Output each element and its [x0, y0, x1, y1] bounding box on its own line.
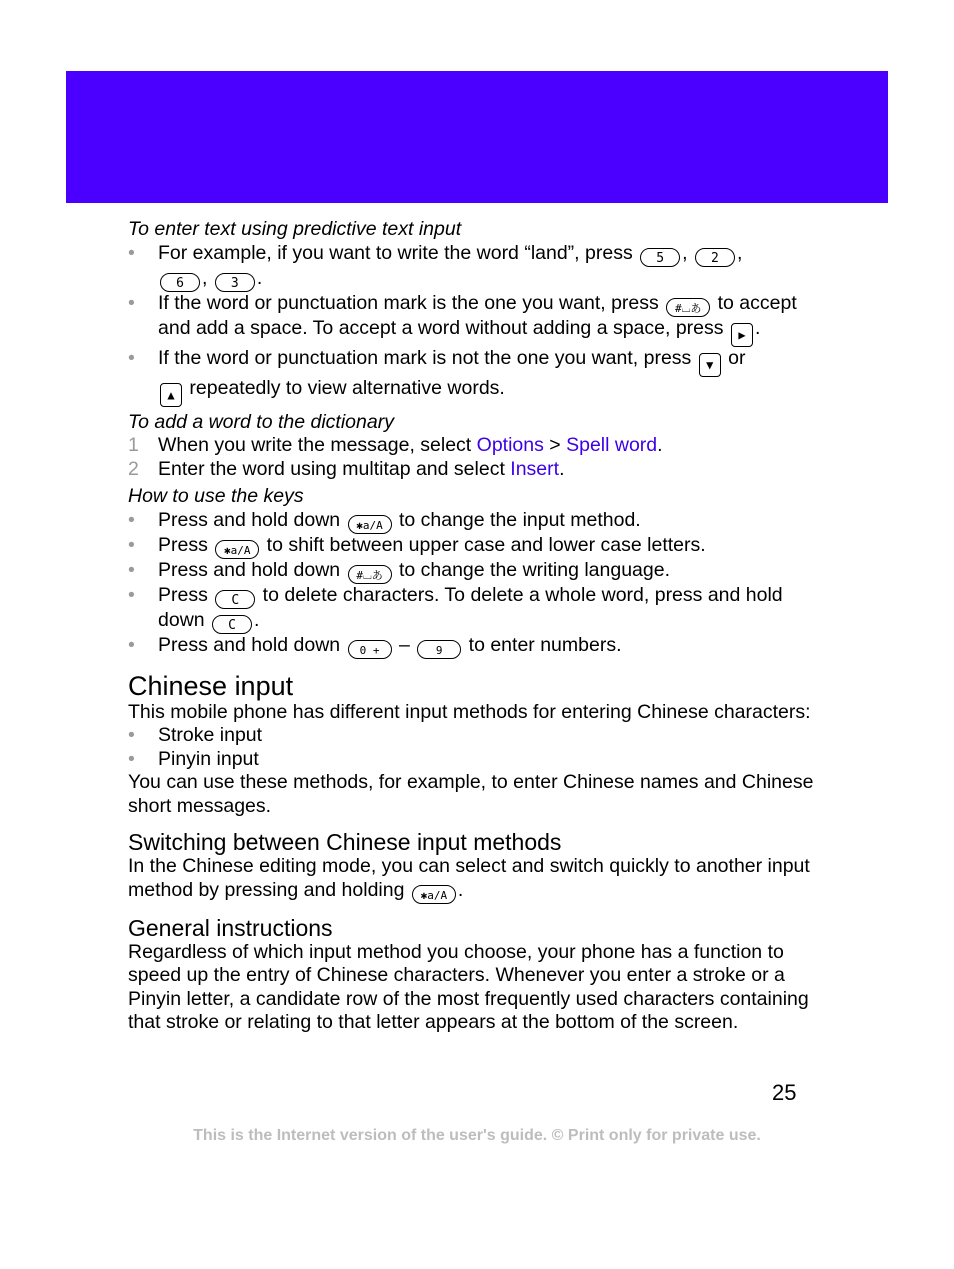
chinese-outro: You can use these methods, for example, to enter Chinese names and Chinese short messages.	[128, 771, 814, 817]
bullet: •	[128, 558, 135, 581]
item-text: Press and hold down	[158, 633, 346, 656]
list-item	[128, 434, 828, 458]
item-text: to change the writing language.	[393, 558, 670, 581]
insert-link[interactable]: Insert	[510, 457, 560, 480]
chinese-intro: This mobile phone has different input methods for entering Chinese characters:	[128, 700, 811, 723]
general-title: General instructions	[128, 914, 333, 941]
switching-text	[128, 855, 828, 904]
star-key-icon: ✱a/A	[215, 540, 259, 559]
general-text: Regardless of which input method you choose, your phone has a function to speed up the entry of Chinese characters. Whenever you enter a stroke or a Pinyin letter, a candidate row of the most frequently used characters containing that stroke or relating to that letter appears at the bottom of the screen.	[128, 940, 809, 1033]
chinese-input-title: Chinese input	[128, 670, 294, 701]
separator: ,	[682, 241, 693, 264]
item-end: .	[754, 316, 761, 339]
page-number: 25	[772, 1080, 797, 1105]
item-text: to delete characters. To delete a whole word, press and hold down	[158, 583, 783, 631]
item-text: to shift between upper case and lower case letters.	[261, 533, 706, 556]
predictive-heading: To enter text using predictive text input	[128, 218, 462, 240]
bullet: •	[128, 346, 135, 369]
item-end: .	[657, 434, 663, 456]
list-item	[128, 292, 828, 347]
item-text: If the word or punctuation mark is not the one you want, press	[158, 346, 697, 369]
item-text: Press and hold down	[158, 508, 346, 531]
item-text: to change the input method.	[393, 508, 641, 531]
separator: –	[393, 633, 416, 656]
star-key-icon: ✱a/A	[412, 885, 456, 904]
list-item	[128, 584, 828, 634]
paragraph-text: In the Chinese editing mode, you can select and switch quickly to another input method by pressing and holding	[128, 855, 810, 901]
clear-key-icon: C	[215, 590, 255, 609]
list-item	[128, 634, 828, 659]
bullet: •	[128, 724, 135, 746]
dictionary-heading: To add a word to the dictionary	[128, 410, 394, 433]
chinese-methods-list	[128, 724, 828, 771]
spell-word-link[interactable]: Spell word	[566, 434, 658, 456]
item-end: .	[559, 457, 565, 480]
hash-key-icon: #⌴あ	[666, 298, 710, 317]
star-key-icon: ✱a/A	[348, 515, 392, 534]
clear-key-icon: C	[212, 615, 252, 634]
list-item	[128, 534, 828, 559]
key-6-icon: 6	[160, 273, 200, 292]
step-number: 2	[128, 457, 139, 480]
header-banner	[66, 71, 888, 203]
item-text: repeatedly to view alternative words.	[184, 376, 505, 399]
item-end: .	[254, 608, 260, 631]
navigate-up-icon: ▲	[160, 383, 182, 407]
item-text: or	[722, 346, 746, 369]
item-text: Enter the word using multitap and select	[158, 457, 511, 480]
list-item	[128, 559, 828, 584]
step-number: 1	[128, 434, 139, 456]
bullet: •	[128, 747, 135, 770]
list-item	[128, 724, 828, 748]
key-0-icon: 0 +	[348, 640, 392, 659]
switching-title: Switching between Chinese input methods	[128, 829, 562, 855]
footer-note: This is the Internet version of the user's guide. © Print only for private use.	[193, 1127, 761, 1144]
item-end: .	[256, 266, 263, 289]
keys-list	[128, 509, 828, 659]
keys-heading: How to use the keys	[128, 485, 304, 507]
bullet: •	[128, 241, 135, 264]
list-item	[128, 509, 828, 534]
item-text: When you write the message, select	[158, 434, 477, 456]
separator: ,	[736, 241, 743, 264]
list-item	[128, 458, 828, 482]
key-5-icon: 5	[640, 248, 680, 267]
list-item	[128, 347, 828, 407]
options-link[interactable]: Options	[476, 434, 544, 456]
key-9-icon: 9	[417, 640, 461, 659]
bullet: •	[128, 583, 135, 606]
dictionary-steps	[128, 434, 828, 481]
bullet: •	[128, 533, 135, 556]
separator: >	[543, 434, 567, 456]
list-item	[128, 748, 828, 772]
item-text: to accept and add a space. To accept a word without adding a space, press	[158, 291, 797, 339]
item-text: Press	[158, 533, 214, 556]
item-text: Pinyin input	[158, 747, 259, 770]
list-item	[128, 242, 828, 292]
item-text: Stroke input	[158, 724, 263, 746]
predictive-list	[128, 242, 828, 407]
navigate-down-icon: ▼	[699, 353, 721, 377]
bullet: •	[128, 291, 135, 314]
item-text: For example, if you want to write the word “land”, press	[158, 241, 639, 264]
key-2-icon: 2	[695, 248, 735, 267]
paragraph-end: .	[457, 878, 464, 901]
item-text: to enter numbers.	[463, 633, 622, 656]
hash-key-icon: #⌴あ	[348, 565, 392, 584]
item-text: If the word or punctuation mark is the one you want, press	[158, 291, 665, 314]
page-content	[128, 218, 828, 1035]
item-text: Press and hold down	[158, 558, 346, 581]
bullet: •	[128, 633, 135, 656]
bullet: •	[128, 508, 135, 531]
key-3-icon: 3	[215, 273, 255, 292]
navigate-right-icon: ▶	[731, 323, 753, 347]
item-text: Press	[158, 583, 214, 606]
separator: ,	[202, 266, 213, 289]
